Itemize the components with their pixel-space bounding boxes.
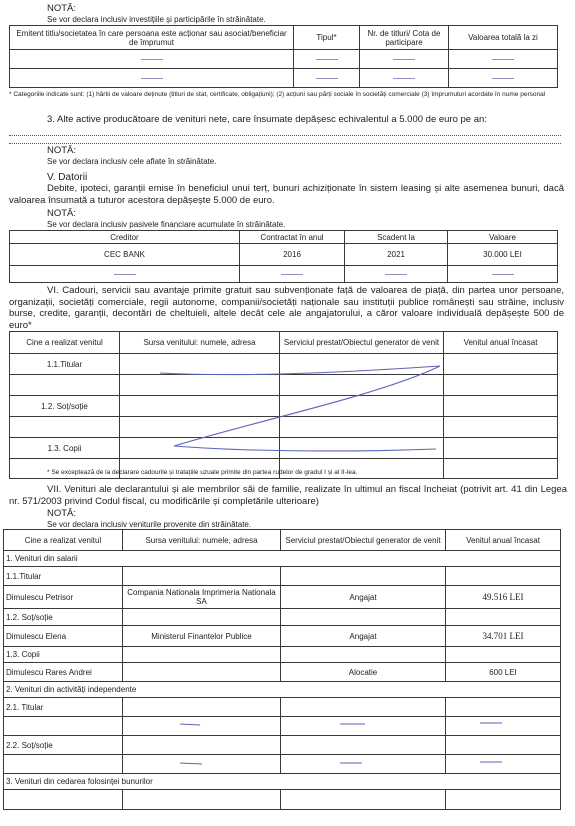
nota-label-debts: NOTĂ: bbox=[47, 208, 77, 219]
col-header-income: Venitul anual încasat bbox=[446, 530, 561, 551]
income-amount: 600 LEI bbox=[446, 663, 561, 682]
col-header-debt-value: Valoare bbox=[448, 231, 558, 244]
col-header-shares: Nr. de titluri/ Cota de participare bbox=[360, 26, 449, 50]
col-header-service: Serviciul prestat/Obiectul generator de venit bbox=[281, 530, 446, 551]
table-row bbox=[10, 50, 558, 69]
debts-text: Debite, ipoteci, garanții emise în beneficiul unui terț, bunuri achiziționate în sistem leasing și alte asemenea bunuri, dacă valoarea însumată a tuturor acestora depășește 5.000 de euro. bbox=[9, 183, 564, 206]
table-row bbox=[4, 682, 561, 698]
income-name: Dimulescu Rares Andrei bbox=[4, 663, 123, 682]
debt-due: 2021 bbox=[345, 244, 448, 266]
col-header-source: Sursa venitului: numele, adresa bbox=[123, 530, 281, 551]
col-header-issuer: Emitent titlu/societatea în care persoana este acționar sau asociat/beneficiar de împrumut bbox=[10, 26, 294, 50]
row-label-titular: 1.1.Titular bbox=[4, 567, 123, 586]
table-row bbox=[4, 790, 561, 810]
table-row bbox=[4, 567, 561, 586]
table-row bbox=[4, 663, 561, 682]
gifts-row-titular: 1.1.Titular bbox=[10, 354, 120, 375]
debts-table bbox=[9, 230, 558, 283]
blank-mark bbox=[393, 59, 415, 60]
row-label-salaries: 1. Venituri din salarii bbox=[4, 551, 561, 567]
blank-mark bbox=[492, 78, 514, 79]
table-row bbox=[10, 244, 558, 266]
col-header-who: Cine a realizat venitul bbox=[10, 332, 120, 354]
investments-table bbox=[9, 25, 558, 88]
blank-mark bbox=[316, 59, 338, 60]
debts-heading: V. Datorii bbox=[47, 172, 88, 183]
blank-mark bbox=[141, 59, 163, 60]
table-row bbox=[4, 551, 561, 567]
table-row bbox=[10, 69, 558, 88]
debt-value: 30.000 LEI bbox=[448, 244, 558, 266]
nota-label-investments: NOTĂ: bbox=[47, 3, 77, 14]
blank-mark bbox=[316, 78, 338, 79]
gifts-table bbox=[9, 331, 558, 479]
blank-mark bbox=[492, 59, 514, 60]
income-source: Ministerul Finantelor Publice bbox=[123, 626, 281, 647]
table-row bbox=[10, 354, 558, 375]
blank-mark bbox=[492, 274, 514, 275]
table-row bbox=[4, 626, 561, 647]
col-header-who: Cine a realizat venitul bbox=[4, 530, 123, 551]
income-service: Angajat bbox=[281, 586, 446, 609]
nota-label-other-assets: NOTĂ: bbox=[47, 145, 77, 156]
income-service: Alocatie bbox=[281, 663, 446, 682]
blank-mark bbox=[385, 274, 407, 275]
blank-mark bbox=[141, 78, 163, 79]
col-header-due: Scadent la bbox=[345, 231, 448, 244]
col-header-source: Sursa venitului: numele, adresa bbox=[120, 332, 280, 354]
income-name: Dimulescu Petrisor bbox=[4, 586, 123, 609]
row-label-children: 1.3. Copii bbox=[4, 647, 123, 663]
income-heading: VII. Venituri ale declarantului și ale membrilor săi de familie, realizate în ultimul an fiscal încheiat (potrivit art. 41 din Legea nr. 571/2003 privind Codul fiscal, cu modificările și completările ulterioare) bbox=[9, 484, 567, 507]
income-service: Angajat bbox=[281, 626, 446, 647]
dotted-line bbox=[9, 143, 561, 144]
other-assets-heading: 3. Alte active producătoare de venituri nete, care însumate depășesc echivalentul a 5.000 de euro pe an: bbox=[47, 114, 487, 125]
income-amount: 49.516 LEI bbox=[446, 586, 561, 609]
col-header-creditor: Creditor bbox=[10, 231, 240, 244]
table-row bbox=[4, 647, 561, 663]
table-row bbox=[4, 717, 561, 736]
dotted-line bbox=[9, 135, 561, 136]
income-name: Dimulescu Elena bbox=[4, 626, 123, 647]
table-row bbox=[4, 736, 561, 755]
investments-footnote: * Categoriile indicate sunt: (1) hârtii de valoare deținute (titluri de stat, certificate, obligațiuni); (2) acțiuni sau părți sociale în societăți comerciale (3) împrumuturi acordate în nume personal bbox=[9, 91, 546, 98]
table-row bbox=[10, 417, 558, 438]
debt-creditor: CEC BANK bbox=[10, 244, 240, 266]
col-header-service: Serviciul prestat/Obiectul generator de venit bbox=[280, 332, 444, 354]
blank-mark bbox=[114, 274, 136, 275]
col-header-type: Tipul* bbox=[294, 26, 360, 50]
note-text-investments: Se vor declara inclusiv investițiile și participările în străinătate. bbox=[47, 15, 266, 24]
blank-mark bbox=[393, 78, 415, 79]
row-label-independent: 2. Venituri din activități independente bbox=[4, 682, 561, 698]
gifts-row-spouse: 1.2. Soț/soție bbox=[10, 396, 120, 417]
gifts-heading: VI. Cadouri, servicii sau avantaje primite gratuit sau subvenționate față de valoarea de piață, din partea unor persoane, organizații, societăți comerciale, regii autonome, companii/societăți naționale sau instituții publice românești sau străine, inclusiv burse, credite, garanții, decontări de cheltuieli, altele decât cele ale angajatorului, a căror valoare individuală depășește 500 de euro* bbox=[9, 285, 564, 331]
row-label-ind-titular: 2.1. Titular bbox=[4, 698, 123, 717]
row-label-spouse: 1.2. Soț/soție bbox=[4, 609, 123, 626]
gifts-row-children: 1.3. Copii bbox=[10, 438, 120, 459]
income-source: Compania Nationala Imprimeria Nationala SA bbox=[123, 586, 281, 609]
note-text-other-assets: Se vor declara inclusiv cele aflate în străinătate. bbox=[47, 157, 217, 166]
table-row bbox=[10, 438, 558, 459]
table-row bbox=[4, 774, 561, 790]
row-label-ind-spouse: 2.2. Soț/soție bbox=[4, 736, 123, 755]
gifts-footnote: * Se exceptează de la declarare cadourile și tratațiile uzuale primite din partea rudelor de gradul I și al II-lea. bbox=[47, 469, 358, 476]
note-text-debts: Se vor declara inclusiv pasivele financiare acumulate în străinătate. bbox=[47, 220, 286, 229]
table-row bbox=[4, 586, 561, 609]
table-row bbox=[4, 755, 561, 774]
table-row bbox=[10, 396, 558, 417]
table-row bbox=[4, 698, 561, 717]
nota-label-income: NOTĂ: bbox=[47, 508, 77, 519]
table-row bbox=[4, 609, 561, 626]
note-text-income: Se vor declara inclusiv veniturile provenite din străinătate. bbox=[47, 520, 252, 529]
col-header-year: Contractat în anul bbox=[240, 231, 345, 244]
table-row bbox=[10, 266, 558, 283]
table-row bbox=[10, 375, 558, 396]
col-header-income: Venitul anual încasat bbox=[444, 332, 558, 354]
income-amount: 34.701 LEI bbox=[446, 626, 561, 647]
debt-year: 2016 bbox=[240, 244, 345, 266]
col-header-value: Valoarea totală la zi bbox=[449, 26, 558, 50]
blank-mark bbox=[281, 274, 303, 275]
income-table bbox=[3, 529, 561, 810]
row-label-property: 3. Venituri din cedarea folosinței bunurilor bbox=[4, 774, 561, 790]
